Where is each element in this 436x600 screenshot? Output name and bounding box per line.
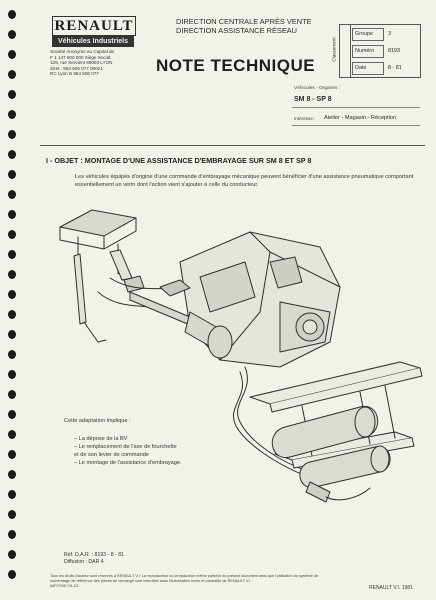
binder-hole: [8, 510, 16, 519]
date-row: [352, 62, 402, 74]
direction-header: [176, 17, 336, 35]
groupe-row: [352, 28, 391, 40]
notes-title: Cette adaptation implique :: [64, 418, 131, 424]
logo-subtitle: Véhicules Industriels: [52, 36, 134, 47]
company-line: Siret : 954 506 077 00021: [50, 65, 103, 71]
numero-value: 8193: [388, 48, 400, 54]
document-title: NOTE TECHNIQUE: [156, 56, 316, 75]
binder-hole: [8, 210, 16, 219]
binder-hole: [8, 50, 16, 59]
footer-line: numérotage de référence des pièces de rechange sont interdites sans l'autorisation écrite et préalable de RENAULT V.I.: [50, 578, 252, 583]
binder-hole: [8, 270, 16, 279]
numero-label: Numéro: [352, 45, 384, 58]
binder-hole: [8, 310, 16, 319]
binder-hole: [8, 130, 16, 139]
renault-logo: RENAULT: [52, 16, 136, 36]
air-valve: [306, 482, 370, 502]
company-line: 129, rue Servient 69003 LYON: [50, 60, 113, 66]
company-line: Société Anonyme au Capital de: [50, 49, 115, 54]
divider: [292, 107, 420, 108]
concerns-values: Atelier - Magasin - Réception: [324, 115, 397, 121]
date-label: Date: [352, 62, 384, 75]
notes-item: – Le remplacement de l'axe de fourchette: [74, 444, 177, 450]
intro-paragraph: Les véhicules équipés d'origine d'une commande d'embrayage mécanique peuvent bénéficier d'une assistance pneumatique comportant essentiellement un vérin dont l'action vient s'ajouter à celle du conducteur.: [75, 174, 414, 188]
copyright-footer: [50, 574, 420, 588]
company-line: RC Lyon B 954 506 077: [50, 71, 99, 77]
reference-block: [64, 552, 124, 566]
binder-hole: [8, 370, 16, 379]
binder-hole: [8, 450, 16, 459]
direction-line-2: DIRECTION ASSISTANCE RÉSEAU: [176, 26, 298, 35]
binder-hole: [8, 250, 16, 259]
section-heading: I - OBJET : MONTAGE D'UNE ASSISTANCE D'EMBRAYAGE SUR SM 8 ET SP 8: [46, 156, 312, 165]
notes-item: et de son levier de commande: [74, 452, 149, 458]
binder-hole: [8, 10, 16, 19]
company-line: F 1 147 500 000 Siège Social:: [50, 54, 112, 60]
divider: [292, 125, 420, 126]
binder-hole: [8, 350, 16, 359]
footer-line: IMP.0788 7/8-1/2: [50, 583, 79, 588]
binder-hole: [8, 150, 16, 159]
diffusion-line: Diffusion : DAR 4: [64, 559, 104, 566]
direction-line-1: DIRECTION CENTRALE APRÈS VENTE: [176, 17, 312, 26]
binder-hole: [8, 390, 16, 399]
footer-line: Tous les droits d'auteur sont réservés à RENAULT V.I. La reproduction ou la traduction même partielle du présent document ainsi que l'utilisation du système de: [50, 574, 319, 578]
binder-hole: [8, 190, 16, 199]
binder-hole: [8, 550, 16, 559]
binder-hole: [8, 570, 16, 579]
company-info: [50, 49, 140, 77]
binder-hole: [8, 470, 16, 479]
section-divider: [40, 145, 425, 146]
binder-hole: [8, 490, 16, 499]
binder-hole: [8, 230, 16, 239]
binder-hole: [8, 170, 16, 179]
date-value: 8 - 81: [388, 65, 402, 71]
binder-hole: [8, 410, 16, 419]
classification-box: [331, 24, 421, 78]
classement-label: Classement: [331, 37, 337, 62]
binder-hole: [8, 90, 16, 99]
adaptation-notes: [64, 418, 264, 467]
pedal-bracket: [60, 210, 144, 342]
binder-hole: [8, 530, 16, 539]
numero-row: [352, 45, 400, 57]
binder-holes: [8, 10, 18, 600]
binder-hole: [8, 330, 16, 339]
classification-side: [331, 25, 351, 77]
concerns-label: Intéresse :: [294, 116, 316, 121]
groupe-label: Groupe: [352, 28, 384, 41]
groupe-value: 3: [388, 31, 391, 37]
reference-line: Réf. D.A.R. : 8193 - 8 - 81: [64, 552, 124, 558]
vehicles-value: SM 8 - SP 8: [294, 96, 332, 103]
binder-hole: [8, 290, 16, 299]
binder-hole: [8, 30, 16, 39]
notes-item: – La dépose de la BV: [74, 436, 128, 442]
binder-hole: [8, 70, 16, 79]
binder-hole: [8, 430, 16, 439]
vehicles-label: Véhicules - Organes :: [294, 86, 341, 91]
notes-item: – Le montage de l'assistance d'embrayage.: [74, 460, 182, 466]
footer-brand-year: RENAULT V.I. 1981: [369, 585, 413, 591]
binder-hole: [8, 110, 16, 119]
gearbox: [180, 232, 340, 367]
